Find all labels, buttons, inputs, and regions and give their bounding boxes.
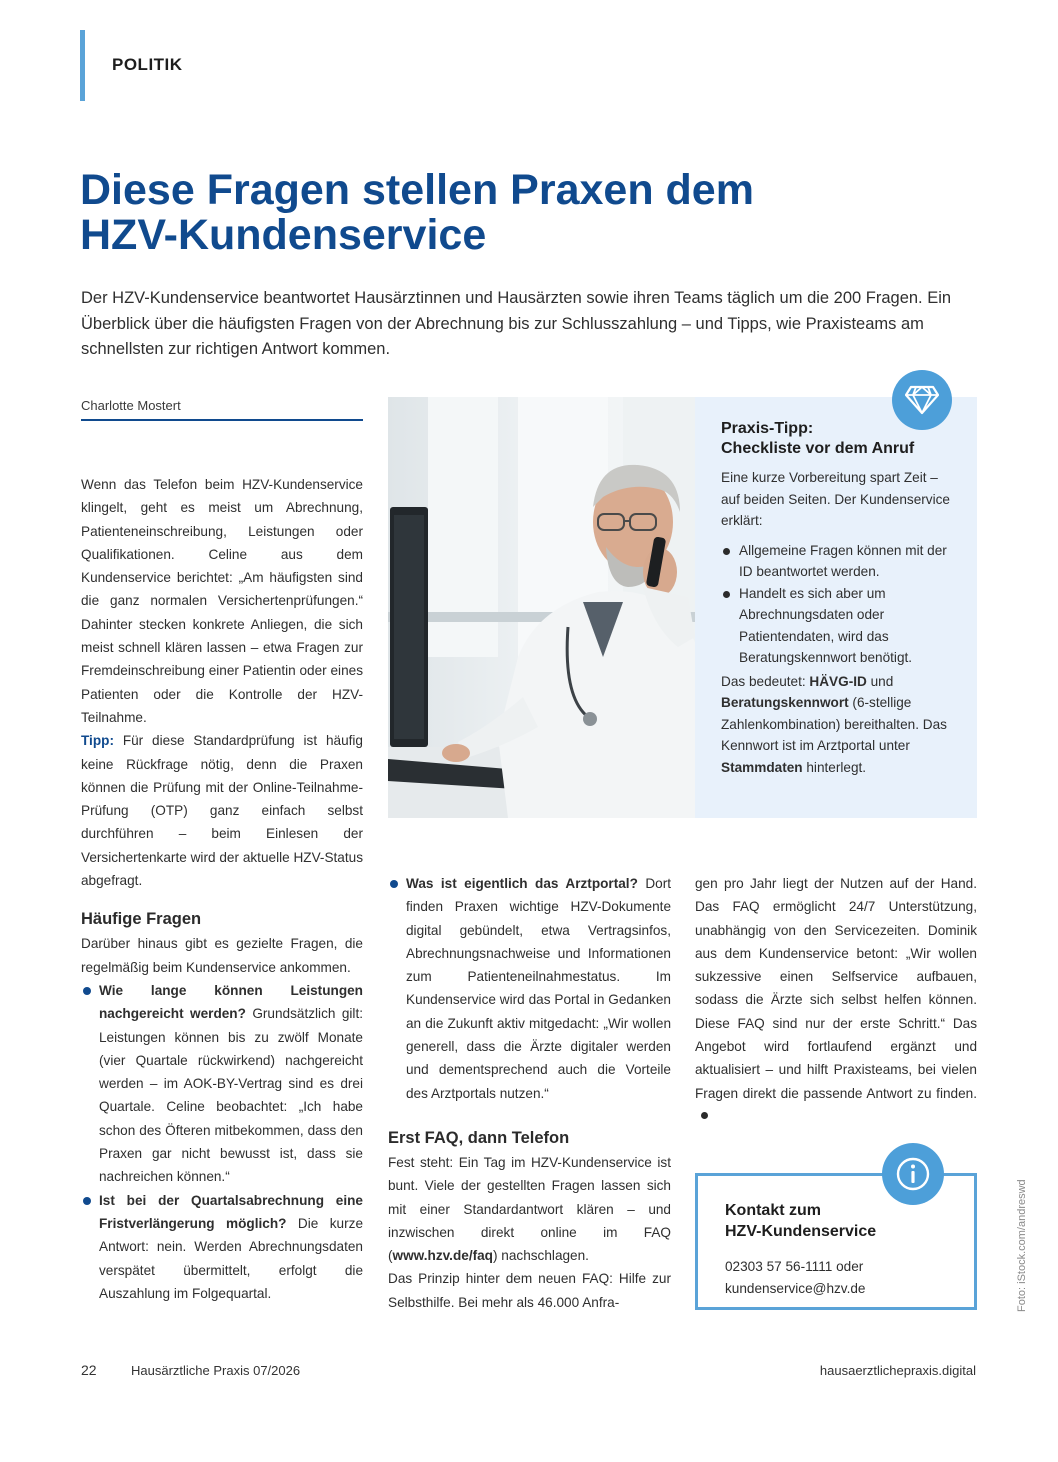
author-byline: Charlotte Mostert [81, 398, 181, 413]
author-divider [81, 419, 363, 421]
outro-text: hinterlegt. [802, 759, 867, 775]
column-3 [695, 872, 977, 1128]
faq-intro: Darüber hinaus gibt es gezielte Fragen, die regelmäßig beim Kundenservice ankommen. [81, 936, 363, 975]
faq-answer: Die kurze Antwort: nein. Werden Abrechnungsdaten verspätet übermittelt, erfolgt die Auszahlung im Folgequartal. [99, 1215, 363, 1301]
faq-item [388, 872, 671, 1105]
outro-bold-id: HÄVG-ID [809, 673, 867, 689]
faq-item [81, 979, 363, 1189]
doctor-phone-photo [388, 397, 695, 818]
faq-answer: Dort finden Praxen wichtige HZV-Dokumente digital gebündelt, etwa Vertragsinfos, Abrechnungsnachweise und Informationen zum Patienteneilnahmestatus. Im Kundenservice wird das Portal in Gedanken an die Zukunft aktiv mitgedacht: „Wir wollen generell, dass die Ärzte digitaler werden und dementsprechend auch die Vorteile des Arztportals nutzen.“ [406, 876, 671, 1101]
closing-paragraph [695, 872, 977, 1128]
tip-paragraph [81, 729, 363, 892]
faq-link[interactable]: www.hzv.de/faq [392, 1248, 493, 1264]
contact-phone[interactable]: 02303 57 56-1111 oder [725, 1259, 864, 1274]
headline-line-2: HZV-Kundenservice [80, 211, 487, 259]
article-lead: Der HZV-Kundenservice beantwortet Hausärztinnen und Hausärzten sowie ihren Teams täglich um die 200 Fragen. Ein Überblick über die häufigsten Fragen von der Abrechnung bis zur Schlusszahlung – und Tipps, wie Praxisteams am schnellsten zur richtigen Antwort kommen. [81, 289, 952, 358]
faq-question: Was ist eigentlich das Arztportal? [406, 876, 638, 891]
faq-question: Ist bei der Quartalsabrechnung eine Fristverlängerung möglich? [99, 1192, 363, 1231]
magazine-issue: Hausärztliche Praxis 07/2026 [131, 1363, 301, 1378]
photo-illustration [388, 397, 695, 818]
article-headline [80, 168, 980, 258]
tip-label: Tipp: [81, 733, 114, 749]
magazine-url[interactable]: hausaerztlichepraxis.digital [819, 1363, 976, 1378]
faq-list [81, 979, 363, 1305]
faq-paragraph-text: ) nachschlagen. [492, 1248, 589, 1264]
column-2 [388, 872, 671, 1314]
contact-title-line-1: Kontakt zum [725, 1202, 821, 1219]
practice-tip-title-line-1: Praxis-Tipp: [721, 420, 814, 437]
practice-tip-intro: Eine kurze Vorbereitung spart Zeit – auf beiden Seiten. Der Kundenservice erklärt: [721, 470, 950, 528]
contact-content [725, 1200, 876, 1300]
contact-title-line-2: HZV-Kundenservice [725, 1223, 877, 1240]
headline-line-1: Diese Fragen stellen Praxen dem [80, 166, 754, 214]
faq-item [81, 1189, 363, 1305]
page-number: 22 [81, 1362, 97, 1378]
diamond-icon [892, 370, 952, 430]
outro-text: (6-stellige Zahlenkombination) bereithalten. Das Kennwort ist im Arztportal unter [721, 695, 947, 753]
checklist-item: Allgemeine Fragen können mit der ID beantwortet werden. [721, 540, 953, 583]
outro-bold-password: Beratungskennwort [721, 695, 849, 710]
checklist [721, 540, 953, 669]
faq-list-continued [388, 872, 671, 1105]
outro-bold-stammdaten: Stammdaten [721, 759, 803, 775]
photo-credit-wrapper [1016, 1179, 1030, 1462]
info-icon [882, 1143, 944, 1205]
intro-paragraph: Wenn das Telefon beim HZV-Kundenservice klingelt, geht es meist um Abrechnung, Patienteneinschreibung, Leistungen oder Qualifikationen. Celine aus dem Kundenservice berichtet: „Am häufigsten sind die ganz normalen Versichertenprüfungen.“ Dahinter stecken konkrete Anliegen, die sich meist schnell klären lassen – etwa Fragen zur Fremdeinschreibung einer Patientin oder eines Patienten oder die Kontrolle der HZV-Teilnahme. [81, 477, 363, 725]
section-accent-bar [80, 30, 85, 101]
heading-haeufige-fragen: Häufige Fragen [81, 910, 202, 929]
faq-paragraph [388, 1151, 671, 1267]
tip-text: Für diese Standardprüfung ist häufig keine Rückfrage nötig, denn die Praxen können die Prüfung mit der Online-Teilnahme-Prüfung (OTP) ganz einfach selbst durchführen – beim Einlesen der Versichertenkarte wird der aktuelle HZV-Status abgefragt. [81, 733, 363, 889]
closing-text: gen pro Jahr liegt der Nutzen auf der Hand. Das FAQ ermöglicht 24/7 Unterstützung, unabhängig von den Servicezeiten. Dominik aus dem Kundenservice betont: „Wir wollen sukzessive einen Selfservice aufbauen, sodass die Ärzte sich selbst helfen können. Diese FAQ sind nur der erste Schritt.“ Das Angebot wird fortlaufend ergänzt und aktualisiert – und hilft Praxisteams, bei vielen Fragen direkt die passende Antwort zu finden. [695, 876, 977, 1101]
end-mark [701, 1112, 708, 1119]
practice-tip-content [721, 419, 953, 778]
contact-email[interactable]: kundenservice@hzv.de [725, 1281, 866, 1296]
section-label: POLITIK [112, 55, 183, 74]
contact-title [725, 1200, 876, 1242]
outro-text: und [866, 673, 894, 689]
faq-question: Wie lange können Leistungen nachgereicht werden? [99, 982, 363, 1022]
practice-tip-title-line-2: Checkliste vor dem Anruf [721, 440, 915, 457]
column-1 [81, 473, 363, 1305]
faq-paragraph-text: Fest steht: Ein Tag im HZV-Kundenservice ist bunt. Viele der gestellten Fragen lassen sich mit einer Standardantwort klären – und inzwischen direkt online im FAQ ( [388, 1154, 671, 1264]
practice-tip-outro [721, 671, 953, 779]
practice-tip-box [695, 397, 977, 818]
photo-credit: Foto: iStock.com/andreswd [1016, 1179, 1028, 1312]
checklist-item: Handelt es sich aber um Abrechnungsdaten oder Patientendaten, wird das Beratungskennwort benötigt. [721, 583, 953, 669]
outro-text: Das bedeutet: [721, 673, 810, 689]
faq-answer: Grundsätzlich gilt: Leistungen können bis zu zwölf Monate (vier Quartale rückwirkend) nachgereicht werden – im AOK-BY-Vertrag sind es drei Quartale. Celine beobachtet: „Ich habe schon des Öfteren mitbekommen, dass den Praxen gar nicht bewusst ist, dass sie nachreichen können.“ [99, 1006, 363, 1185]
principle-paragraph: Das Prinzip hinter dem neuen FAQ: Hilfe zur Selbsthilfe. Bei mehr als 46.000 Anfra- [388, 1271, 671, 1310]
heading-erst-faq: Erst FAQ, dann Telefon [388, 1128, 570, 1147]
